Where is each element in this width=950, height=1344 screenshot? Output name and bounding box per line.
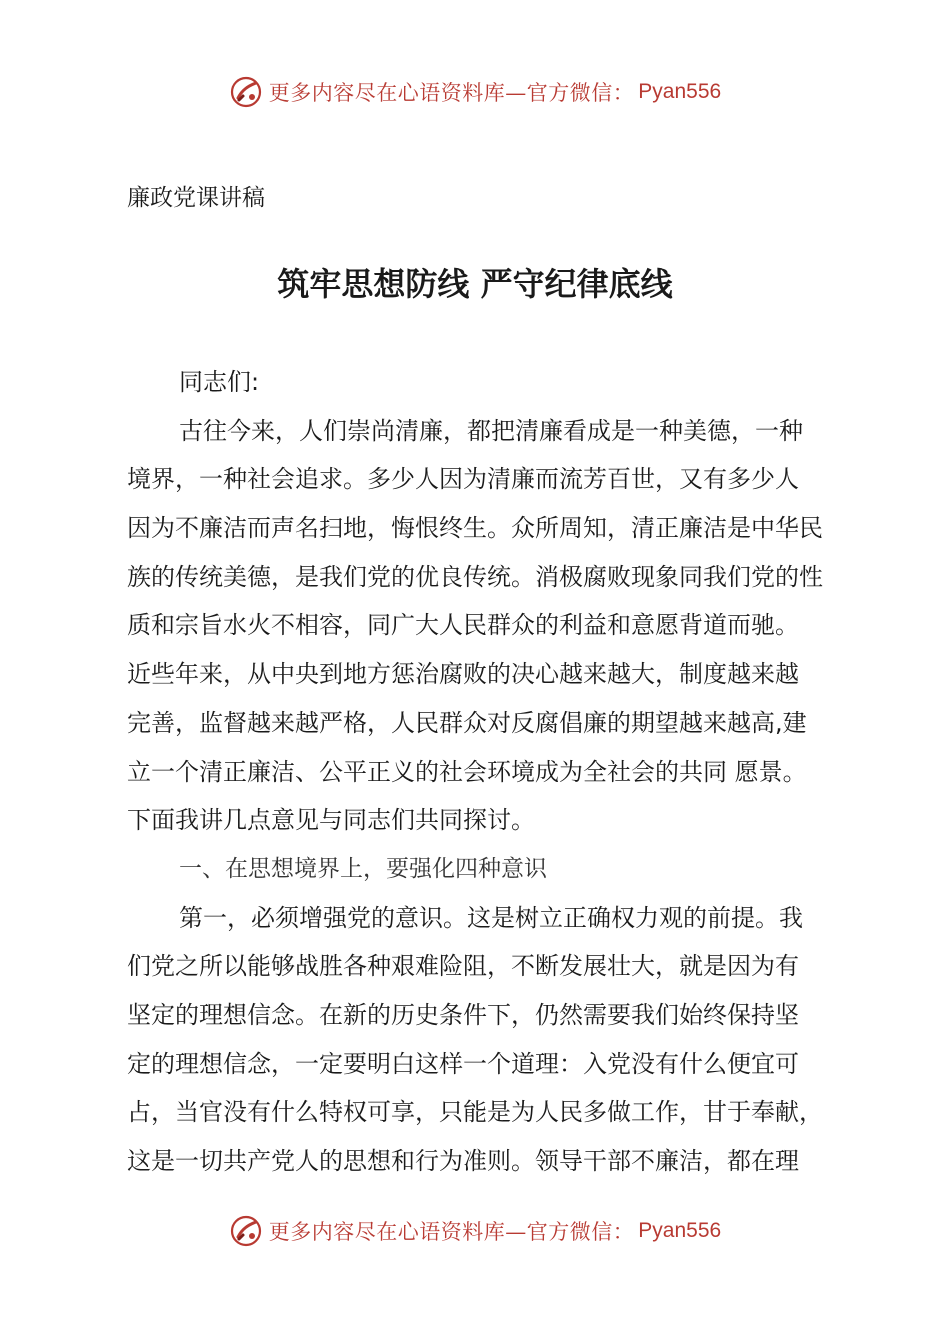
paragraph-line: 质和宗旨水火不相容，同广大人民群众的利益和意愿背道而驰。 xyxy=(127,611,799,640)
paragraph-line: 坚定的理想信念。在新的历史条件下，仍然需要我们始终保持坚 xyxy=(127,1000,799,1029)
document-title: 筑牢思想防线 严守纪律底线 xyxy=(277,265,673,303)
banner-wechat-id: Pyan556 xyxy=(638,80,722,103)
paragraph-line: 第一，必须增强党的意识。这是树立正确权力观的前提。我 xyxy=(179,903,803,932)
document-label: 廉政党课讲稿 xyxy=(127,185,265,211)
paragraph-line: 族的传统美德，是我们党的优良传统。消极腐败现象同我们党的性 xyxy=(127,562,823,591)
brush-logo-icon xyxy=(229,75,263,109)
paragraph-line: 因为不廉洁而声名扫地，悔恨终生。众所周知，清正廉洁是中华民 xyxy=(127,514,823,543)
paragraph-line: 们党之所以能够战胜各种艰难险阻，不断发展壮大，就是因为有 xyxy=(127,952,799,981)
section-heading: 一、在思想境界上，要强化四种意识 xyxy=(179,855,547,882)
banner-text: 更多内容尽在心语资料库—官方微信： xyxy=(268,81,635,105)
paragraph-line: 这是一切共产党人的思想和行为准则。领导干部不廉洁，都在理 xyxy=(127,1147,799,1175)
paragraph-line: 近些年来，从中央到地方惩治腐败的决心越来越大，制度越来越 xyxy=(127,660,799,689)
brush-logo-icon xyxy=(229,1214,263,1248)
banner-text: 更多内容尽在心语资料库—官方微信： xyxy=(268,1220,635,1244)
paragraph-line: 古往今来，人们崇尚清廉，都把清廉看成是一种美德，一种 xyxy=(179,416,803,445)
banner-wechat-id: Pyan556 xyxy=(638,1219,722,1242)
paragraph-line: 下面我讲几点意见与同志们共同探讨。 xyxy=(127,806,535,835)
paragraph-line: 境界，一种社会追求。多少人因为清廉而流芳百世，又有多少人 xyxy=(127,465,799,494)
paragraph-line: 定的理想信念，一定要明白这样一个道理：入党没有什么便宜可 xyxy=(127,1049,799,1078)
paragraph-line: 完善，监督越来越严格，人民群众对反腐倡廉的期望越来越高,建 xyxy=(127,708,807,737)
footer-watermark-banner xyxy=(0,1211,950,1251)
paragraph-line: 占，当官没有什么特权可享，只能是为人民多做工作，甘于奉献， xyxy=(127,1098,823,1127)
header-watermark-banner xyxy=(0,72,950,112)
salutation-line: 同志们: xyxy=(179,368,260,396)
paragraph-line: 立一个清正廉洁、公平正义的社会环境成为全社会的共同 愿景。 xyxy=(127,757,807,786)
document-body xyxy=(127,358,837,1186)
